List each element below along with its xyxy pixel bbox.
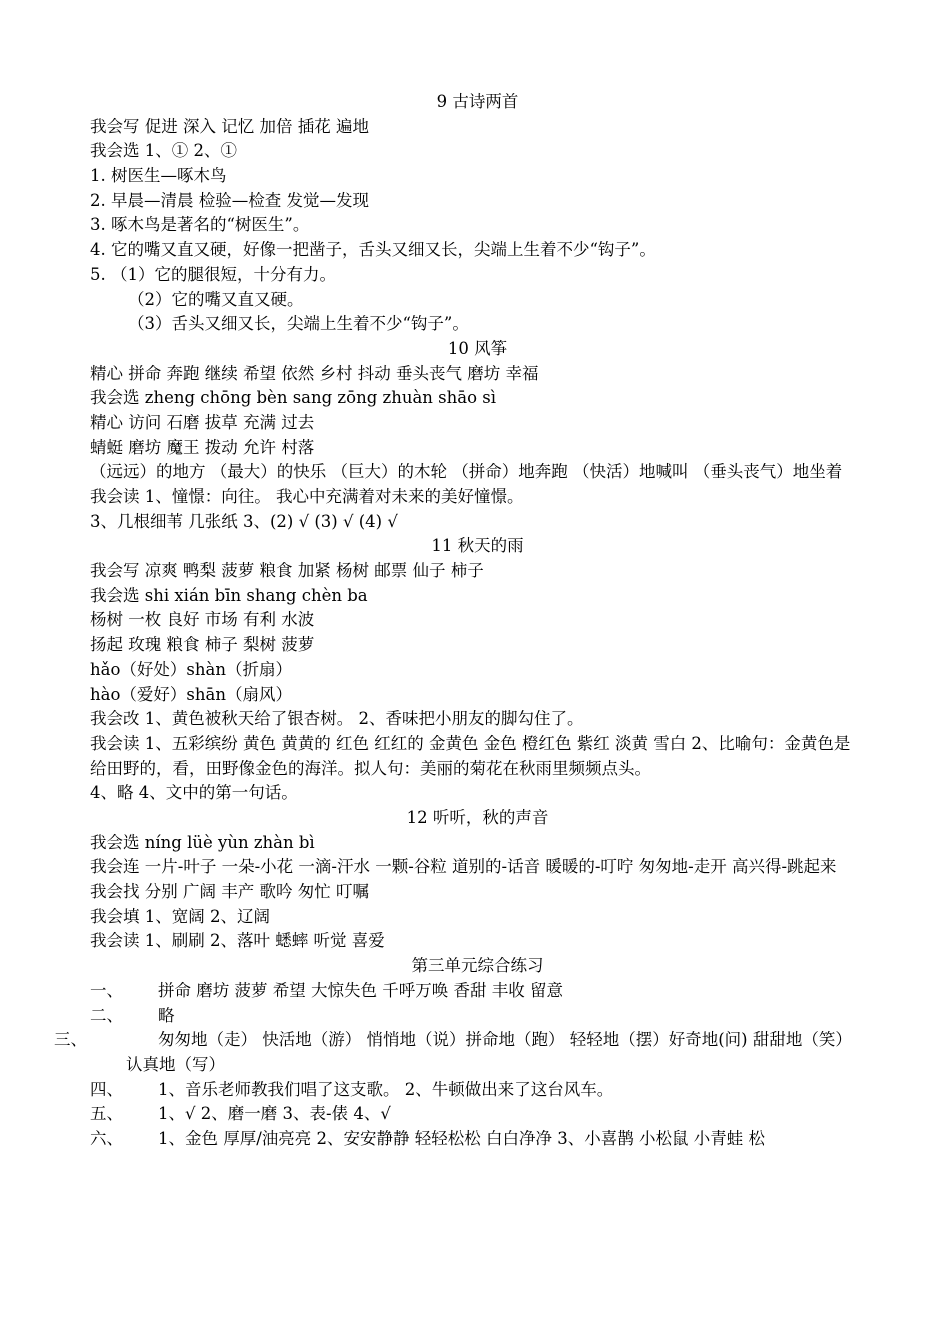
text-line: 5. （1）它的腿很短，十分有力。 [90,264,336,284]
text-line: 蜻蜓 磨坊 魔王 拨动 允许 村落 [90,437,315,457]
section-title-9: 9 古诗两首 [436,92,519,111]
review-item-label: 四、 [90,1079,123,1099]
text-line: 我会读 1、五彩缤纷 黄色 黄黄的 红色 红红的 金黄色 金色 橙红色 紫红 淡黄 雪白 2、比喻句：金黄色是给田野的，看，田野像金色的海洋。拟人句：美丽的菊花在秋雨里频频点头。 [90,733,851,778]
review-item-label: 一、 [90,980,123,1000]
text-line: 我会找 分别 广阔 丰产 歌吟 匆忙 叮嘱 [90,882,369,902]
review-item-label: 二、 [90,1005,123,1025]
text-line: 3、几根细苇 几张纸 3、(2) √ (3) √ (4) √ [90,511,398,531]
review-item-text: 匆匆地（走） 快活地（游） 悄悄地（说）拼命地（跑） 轻轻地（摆）好奇地(问) 甜甜地（笑） 认真地（写） [126,1030,852,1074]
review-item-label: 三、 [54,1030,87,1050]
section-title-10: 10 风筝 [447,338,508,358]
text-line: （远远）的地方 （最大）的快乐 （巨大）的木轮 （拼命）地奔跑 （快活）地喊叫 （垂头丧气）地坐着 [90,462,843,482]
review-item [90,1078,865,1103]
review-item [90,1127,865,1152]
section-title-11: 11 秋天的雨 [431,536,524,556]
text-subline: （3）舌头又细又长，尖端上生着不少“钩子”。 [128,314,469,334]
review-item-text: 1、音乐老师教我们唱了这支歌。 2、牛顿做出来了这台风车。 [158,1079,614,1099]
text-line: 我会读 1、憧憬：向往。 我心中充满着对未来的美好憧憬。 [90,487,524,507]
text-line: 精心 拼命 奔跑 继续 希望 依然 乡村 抖动 垂头丧气 磨坊 幸福 [90,363,539,383]
text-line: 1. 树医生—啄木鸟 [90,166,227,186]
text-line: 4、略 4、文中的第一句话。 [90,783,298,803]
text-line: 4. 它的嘴又直又硬，好像一把凿子，舌头又细又长，尖端上生着不少“钩子”。 [90,240,656,260]
text-line: 我会填 1、宽阔 2、辽阔 [90,906,270,926]
section-title-12: 12 听听，秋的声音 [406,807,549,827]
review-item-text: 1、金色 厚厚/油亮亮 2、安安静静 轻轻松松 白白净净 3、小喜鹊 小松鼠 小青蛙 松 [158,1128,766,1148]
text-line: 扬起 玫瑰 粮食 柿子 梨树 菠萝 [90,635,315,655]
review-item-text: 1、√ 2、磨一磨 3、表-俵 4、√ [158,1104,391,1124]
text-line: 我会选 shi xián bīn shang chèn ba [90,585,368,605]
review-item-text: 拼命 磨坊 菠萝 希望 大惊失色 千呼万唤 香甜 丰收 留意 [158,980,563,1000]
text-line: 我会读 1、刷刷 2、落叶 蟋蟀 听觉 喜爱 [90,931,385,951]
text-line: 我会改 1、黄色被秋天给了银杏树。 2、香味把小朋友的脚勾住了。 [90,709,584,729]
text-line: hǎo（好处）shàn（折扇） [90,659,292,679]
answer-key-content [54,90,865,1152]
text-line: 杨树 一枚 良好 市场 有利 水波 [90,610,315,630]
review-item-label: 六、 [90,1128,123,1148]
review-item-label: 五、 [90,1104,123,1124]
section-title-unit-review: 第三单元综合练习 [411,956,544,976]
text-line: 我会连 一片-叶子 一朵-小花 一滴-汗水 一颗-谷粒 道别的-话音 暖暖的-叮咛 匆匆地-走开 高兴得-跳起来 [90,857,837,877]
review-item [54,1028,865,1077]
text-line: 3. 啄木鸟是著名的“树医生”。 [90,215,310,235]
review-item-text: 略 [158,1005,175,1025]
text-line: 我会选 zheng chōng bèn sang zōng zhuàn shāo sì [90,388,497,408]
review-item [90,1102,865,1127]
text-line: 我会写 凉爽 鸭梨 菠萝 粮食 加紧 杨树 邮票 仙子 柿子 [90,561,484,581]
text-line: 我会选 1、① 2、① [90,141,237,161]
text-line: 2. 早晨—清晨 检验—检查 发觉—发现 [90,190,369,210]
text-line: 我会选 níng lüè yùn zhàn bì [90,832,315,852]
text-subline: （2）它的嘴又直又硬。 [128,289,304,309]
text-line: 我会写 促进 深入 记忆 加倍 插花 遍地 [90,116,369,136]
text-line: 精心 访问 石磨 拔草 充满 过去 [90,412,315,432]
review-item [90,1004,865,1029]
text-line: hào（爱好）shān（扇风） [90,684,292,704]
review-item [90,979,865,1004]
